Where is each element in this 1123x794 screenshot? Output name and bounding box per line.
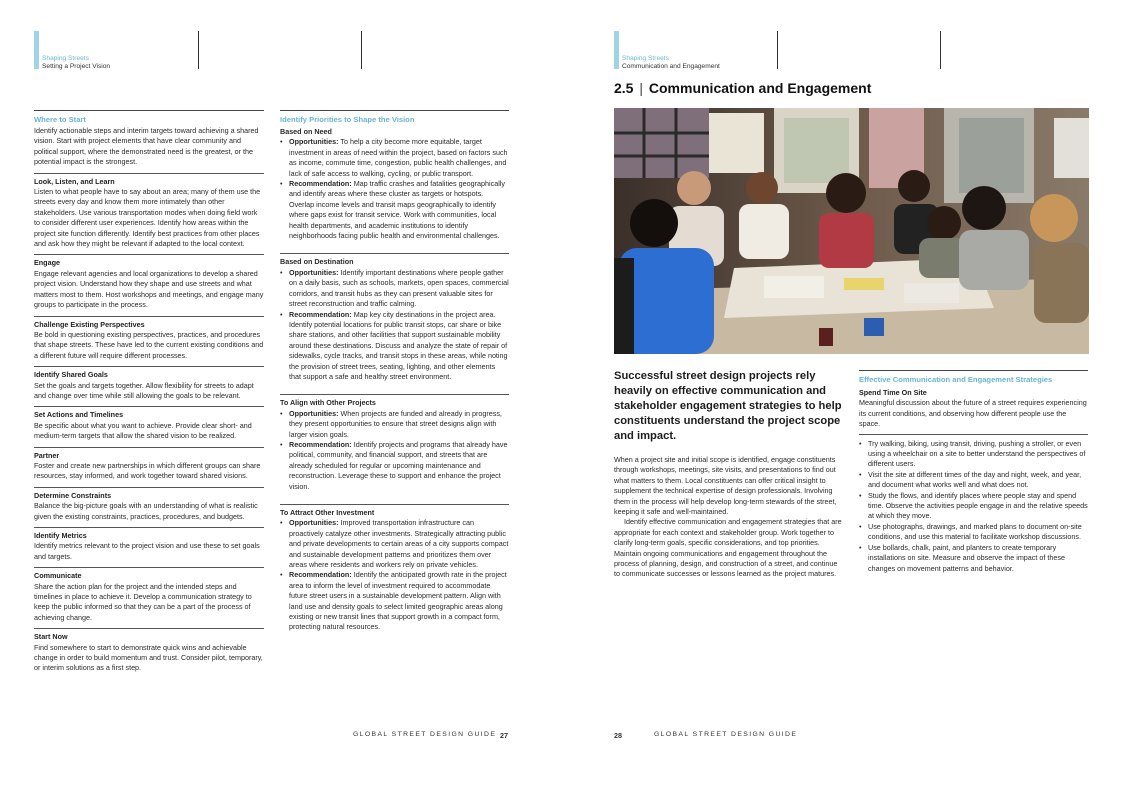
list-item: • Study the flows, and identify places where people stay and spend time. Observe the activities people engage in and the relative speeds at which they move.	[859, 491, 1088, 522]
running-header-subsection: Communication and Engagement	[622, 63, 720, 70]
text-block	[34, 254, 264, 310]
header-divider	[940, 31, 941, 69]
priority-group	[280, 394, 509, 492]
header-divider	[198, 31, 199, 69]
list-item: • Recommendation: Identify the anticipated growth rate in the project area to inform the level of investment required to accommodate future street users in a sustainable development pattern. Align with land use and density goals to select limited geographic areas along existing or new transit lines that support growth in a compact form, protecting natural resources.	[280, 570, 509, 632]
section-title: 2.5 | Communication and Engagement	[614, 80, 872, 96]
group-heading: To Align with Other Projects	[280, 398, 376, 408]
block-heading: Identify Shared Goals	[34, 370, 108, 380]
text-block	[34, 406, 264, 441]
block-text: Find somewhere to start to demonstrate quick wins and achievable change in order to build momentum and trust. Consider pilot, temporary, or interim solutions as a first step.	[34, 642, 263, 673]
pull-quote: Successful street design projects rely heavily on effective communication and stakeholder engagement strategies to help constituents understand the project scope and impact.	[614, 370, 842, 442]
block-heading: Identify Metrics	[34, 531, 87, 540]
bullet-list	[280, 518, 509, 632]
block-text: Balance the big-picture goals with an understanding of what is realistic given the existing constraints, practices, procedures, and budgets.	[34, 501, 258, 521]
text-block	[859, 388, 1088, 430]
header-accent-bar	[614, 31, 619, 69]
running-header-subsection: Setting a Project Vision	[42, 63, 111, 70]
page-number: 28	[614, 731, 622, 740]
header-divider	[777, 31, 778, 69]
footer-guide-title: GLOBAL STREET DESIGN GUIDE	[654, 731, 798, 738]
list-item: • Try walking, biking, using transit, driving, pushing a stroller, or even using a wheelchair on a site to better understand the perspectives of different users.	[859, 439, 1088, 470]
body-paragraph: When a project site and initial scope is identified, engage constituents through workshops, meetings, site visits, and presentations to find out what matters to them. Local constituents can offer critical insight to supplement the technical expertise of design professionals. Involving them in the process will help develop long-term stewards of the street, keeping it safe and well-maintained.	[614, 455, 837, 517]
bullet-block	[859, 434, 1088, 574]
column-identify-priorities	[280, 110, 509, 633]
workshop-photo-illustration	[614, 108, 1089, 354]
block-text: Set the goals and targets together. Allow flexibility for streets to adapt and change over time while still allowing the goals to be relevant.	[34, 380, 254, 400]
group-heading: To Attract Other Investment	[280, 508, 375, 517]
text-block	[34, 527, 264, 562]
block-text: Listen to what people have to say about an area; many of them use the streets every day and know them more intimately than other stakeholders. Use various transportation modes when doing field work to consider different user experiences. Identify how areas within the project site function differently. Identify best practices from other places and ask how they might be relevant if adapted to the local context.	[34, 187, 261, 249]
list-item: • Opportunities: When projects are funded and already in progress, they present opportunities to ensure that street designs align with larger vision goals.	[280, 409, 509, 440]
list-item: • Recommendation: Identify projects and programs that already have political, community, and financial support, and streets that are already scheduled for regular or upcoming maintenance and reconstruction. Leverage these to support and enhance the project vision.	[280, 440, 509, 492]
list-item: • Opportunities: To help a city become more equitable, target investment in areas of need within the project, based on factors such as income, commute time, congestion, public health challenges, and lack of safe access to walking, cycling, or public transport.	[280, 137, 509, 179]
section-name: Communication and Engagement	[648, 80, 872, 96]
list-item: • Recommendation: Map traffic crashes and fatalities geographically and identify areas where these cluster as targets or hotspots. Overlap income levels and transit maps geographically to identify where gaps exist for transit service. Work with communities, local health departments, and academic institutions to identify neighborhoods facing public health and environmental challenges.	[280, 179, 509, 241]
block-text: Identify metrics relevant to the project vision and use these to set goals and targets.	[34, 541, 260, 561]
workshop-photo	[614, 108, 1089, 354]
text-block	[34, 173, 264, 250]
group-heading: Based on Need	[280, 127, 332, 136]
block-text: Foster and create new partnerships in which different groups can share resources, stay informed, and work together toward shared visions.	[34, 460, 261, 481]
page-number: 27	[500, 731, 508, 740]
list-item: • Use bollards, chalk, paint, and planters to create temporary installations on site. Measure and observe the impact of these changes on movement patterns and behavior.	[859, 543, 1088, 574]
text-block	[34, 487, 264, 522]
block-heading: Look, Listen, and Learn	[34, 176, 115, 186]
bullet-list	[280, 268, 509, 382]
bullet-list	[280, 409, 509, 492]
header-accent-bar	[34, 31, 39, 69]
list-item: • Opportunities: Improved transportation infrastructure can proactively catalyze other investments. Strategically attracting public and private developments to certain areas of a city supports compact and sustainable development patterns and prioritizes them over areas where residents and workers rely on private vehicles.	[280, 518, 509, 570]
column-where-to-start	[34, 110, 264, 674]
block-heading: Challenge Existing Perspectives	[34, 319, 145, 329]
block-heading: Set Actions and Timelines	[34, 410, 124, 420]
column-strategies	[859, 370, 1088, 574]
running-header-section: Shaping Streets	[42, 55, 89, 62]
text-block	[34, 628, 264, 674]
priority-group	[280, 504, 509, 633]
block-text: Be specific about what you want to achieve. Provide clear short- and medium-term targets that allow the shared vision to be realized.	[34, 420, 252, 441]
column-title: Effective Communication and Engagement Strategies	[859, 370, 1088, 385]
column-title: Identify Priorities to Shape the Vision	[280, 110, 509, 125]
block-heading: Spend Time On Site	[859, 388, 927, 397]
block-text: Share the action plan for the project and the intended steps and timelines in place to achieve it. Develop a communication strategy to keep the public informed so that they can be a part of the process of achieving change.	[34, 581, 252, 622]
bullet-list	[280, 137, 509, 241]
text-block	[34, 316, 264, 362]
text-block	[34, 567, 264, 623]
list-item: • Opportunities: Identify important destinations where people gather on a daily basis, such as schools, markets, open spaces, commercial corridors, and transit hubs as they can present valuable sites for street reconstruction and traffic calming.	[280, 268, 509, 310]
intro-block	[34, 126, 264, 168]
block-heading: Start Now	[34, 632, 68, 642]
block-heading: Partner	[34, 450, 60, 460]
text-block	[34, 366, 264, 401]
block-heading: Communicate	[34, 571, 82, 581]
body-text	[614, 455, 842, 580]
intro-text: Identify actionable steps and interim targets toward achieving a shared vision. Start with project elements that have clear community and political support, where the demonstrated need is the greatest, or the potential impact is the strongest.	[34, 126, 259, 167]
section-number: 2.5	[614, 80, 634, 96]
block-text: Meaningful discussion about the future of a street requires experiencing its current conditions, and observing how different people use the space.	[859, 398, 1087, 429]
list-item: • Use photographs, drawings, and marked plans to document on-site conditions, and use this material to facilitate workshop discussions.	[859, 522, 1088, 543]
block-text: Be bold in questioning existing perspectives, practices, and procedures that shape streets. These have led to the current existing conditions and a different future will require different processes.	[34, 329, 264, 360]
bullet-list	[859, 439, 1088, 574]
list-item: • Visit the site at different times of the day and night, week, and year, and document what works well and what does not.	[859, 470, 1088, 491]
block-heading: Determine Constraints	[34, 490, 112, 500]
priority-group	[280, 127, 509, 241]
list-item: • Recommendation: Map key city destinations in the project area. Identify potential locations for public transit stops, car share or bike share stations, and other facilities that support sustainable mobility around these destinations. Discuss and analyze the state of repair of sidewalks, cycle tracks, and transit stops in these areas, while noting the provision of street trees, seating, lighting, and other elements that support a safe and healthy street environment.	[280, 310, 509, 383]
footer-guide-title: GLOBAL STREET DESIGN GUIDE	[353, 731, 497, 738]
body-paragraph: Identify effective communication and engagement strategies that are appropriate for each context and stakeholder group. Work together to clarify long-term goals, specific considerations, and top priorities. Maintain ongoing communications and engagement throughout the process of planning, design, and construction of a street, and continue to communicate successes or lessons learned as the project matures.	[614, 517, 842, 579]
column-title: Where to Start	[34, 110, 264, 125]
header-divider	[361, 31, 362, 69]
text-block	[34, 447, 264, 482]
block-text: Engage relevant agencies and local organizations to develop a shared project vision. Understand how they shape and use streets and what matters most to them. Host workshops and meetings, and engage many groups to participate in the process.	[34, 268, 264, 310]
running-header-section: Shaping Streets	[622, 55, 669, 62]
block-heading: Engage	[34, 258, 60, 268]
group-heading: Based on Destination	[280, 257, 354, 267]
priority-group	[280, 253, 509, 382]
